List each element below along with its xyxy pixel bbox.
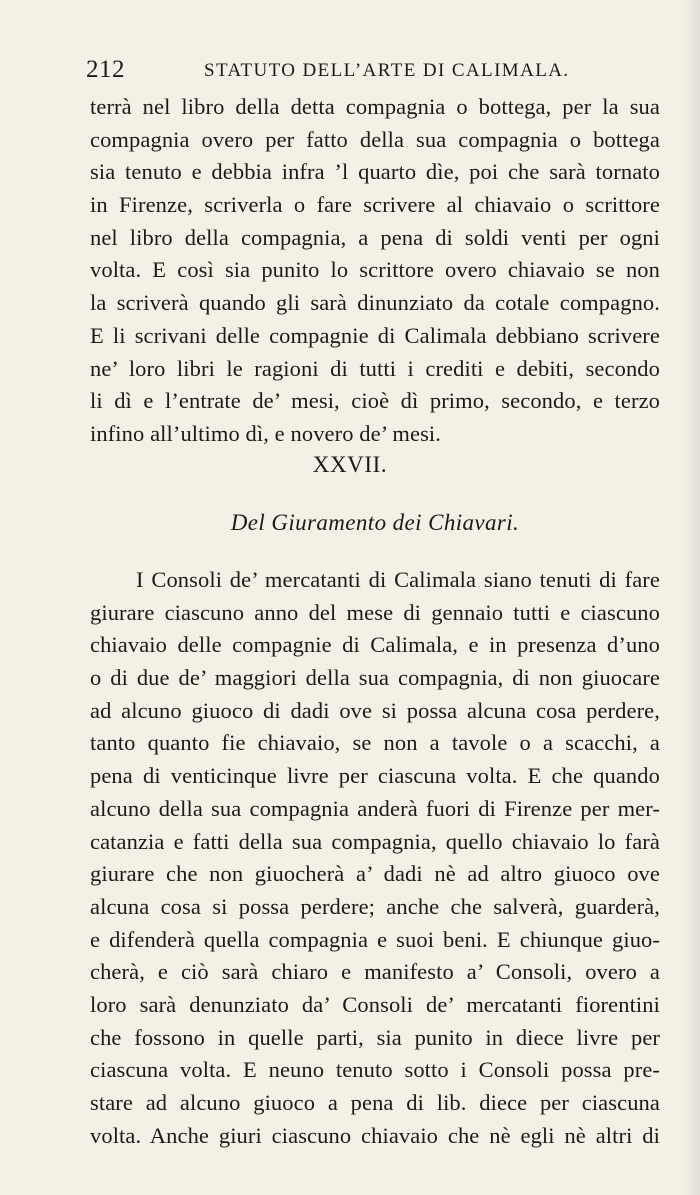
text-line: volta. E così sia punito lo scrittore overo chiavaio se non	[90, 257, 660, 283]
text-line: loro sarà denunziato da’ Consoli de’ mercatanti fiorentini	[90, 991, 660, 1017]
page-edge-shadow	[682, 0, 700, 1195]
text-line: volta. Anche giuri ciascuno chiavaio che nè egli nè altri di	[90, 1122, 660, 1148]
text-line: sia tenuto e debbia infra ’l quarto dìe, poi che sarà tornato	[90, 159, 660, 185]
text-line: li dì e l’entrate de’ mesi, cioè dì primo, secondo, e terzo	[90, 388, 660, 414]
chapter-number: XXVII.	[312, 452, 388, 477]
text-line: ad alcuno giuoco di dadi ove si possa alcuna cosa perdere,	[90, 697, 660, 723]
text-line: cherà, e ciò sarà chiaro e manifesto a’ Consoli, overo a	[90, 959, 660, 985]
text-line: I Consoli de’ mercatanti di Calimala siano tenuti di fare	[136, 567, 660, 592]
page-header	[86, 56, 666, 88]
text-line: giurare che non giuocherà a’ dadi nè ad altro giuoco ove	[90, 861, 660, 887]
text-line: alcuno della sua compagnia anderà fuori di Firenze per mer-	[90, 795, 660, 821]
paragraph-continued	[90, 91, 660, 451]
text-line: tanto quanto fie chiavaio, se non a tavole o a scacchi, a	[90, 730, 660, 756]
text-line: chiavaio delle compagnie di Calimala, e in presenza d’uno	[90, 632, 660, 658]
text-line: e difenderà quella compagnia e suoi beni. E chiunque giuo-	[90, 926, 660, 952]
text-line: infino all’ultimo dì, e novero de’ mesi.	[90, 420, 442, 446]
page-number: 212	[86, 56, 125, 83]
text-line: compagnia overo per fatto della sua compagnia o bottega	[90, 126, 660, 152]
text-line: E li scrivani delle compagnie di Calimala debbiano scrivere	[90, 322, 660, 348]
chapter-title: Del Giuramento dei Chiavari.	[230, 510, 520, 535]
text-line: catanzia e fatti della sua compagnia, quello chiavaio lo farà	[90, 828, 660, 854]
text-line: ne’ loro libri le ragioni di tutti i crediti e debiti, secondo	[90, 355, 660, 381]
text-line: terrà nel libro della detta compagnia o bottega, per la sua	[90, 94, 660, 119]
text-line: pena di venticinque livre per ciascuna volta. E che quando	[90, 763, 660, 789]
paragraph-chapter-body	[90, 564, 660, 1152]
text-line: stare ad alcuno giuoco a pena di lib. diece per ciascuna	[90, 1090, 660, 1115]
text-line: o di due de’ maggiori della sua compagnia, di non giuocare	[90, 665, 660, 691]
text-line: la scriverà quando gli sarà dinunziato da cotale compagno.	[90, 290, 660, 316]
text-line: ciascuna volta. E neuno tenuto sotto i Consoli possa pre-	[90, 1057, 660, 1083]
text-line: alcuna cosa si possa perdere; anche che salverà, guarderà,	[90, 893, 660, 919]
text-line: che fossono in quelle parti, sia punito in diece livre per	[90, 1024, 660, 1050]
text-line: giurare ciascuno anno del mese di gennaio tutti e ciascuno	[90, 599, 660, 625]
text-line: nel libro della compagnia, a pena di soldi venti per ogni	[90, 224, 660, 250]
running-title: STATUTO DELL’ARTE DI CALIMALA.	[204, 60, 570, 81]
text-line: in Firenze, scriverla o fare scrivere al chiavaio o scrittore	[90, 192, 660, 218]
